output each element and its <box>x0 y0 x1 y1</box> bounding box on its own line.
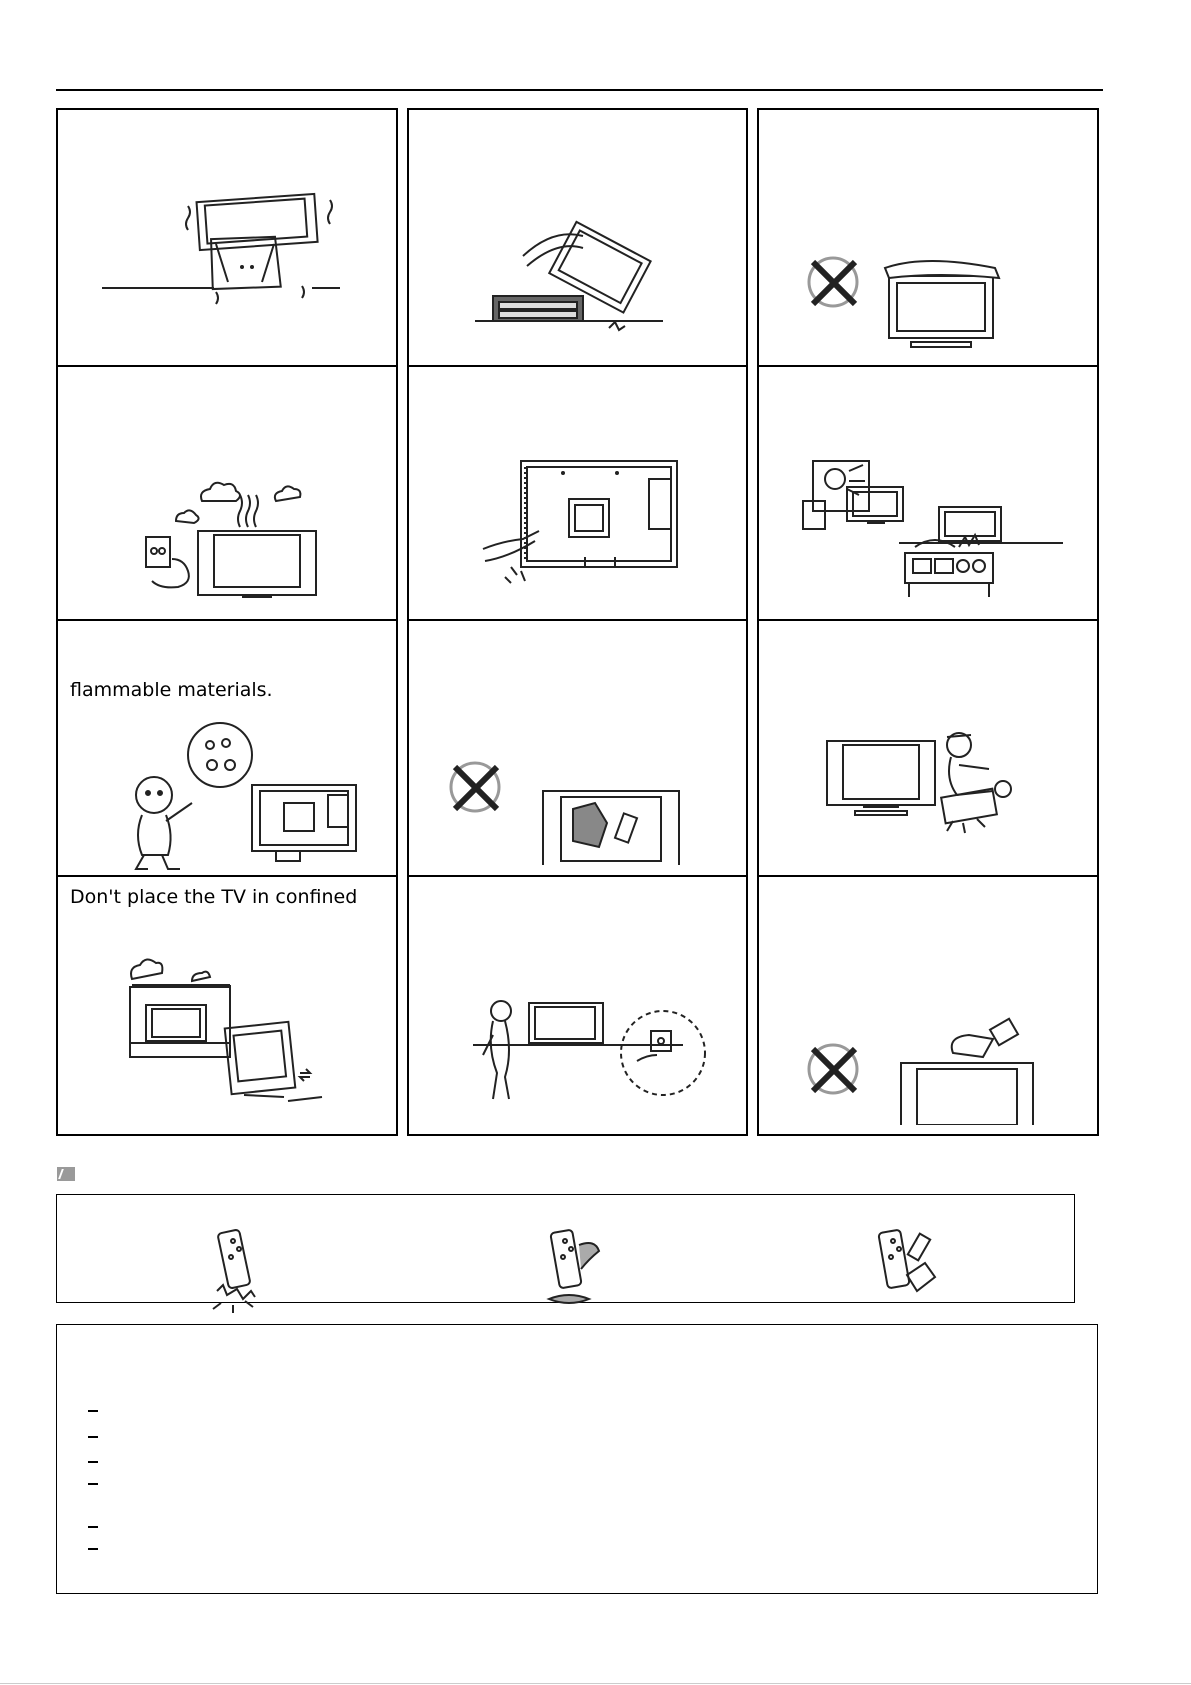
warning-cell-no-chemicals <box>407 619 748 877</box>
warning-cell-power-outlet <box>407 875 748 1136</box>
tv-chemical-cleaner-prohibited-icon <box>413 625 743 865</box>
warning-cell-confined <box>56 875 398 1136</box>
remote-battery-icon <box>875 1225 945 1315</box>
tv-confined-space-icon <box>62 947 392 1117</box>
tv-heat-sources-icon <box>763 371 1093 611</box>
warning-cell-do-not-open-back <box>407 365 748 621</box>
list-bullet <box>88 1483 98 1485</box>
list-bullet <box>88 1526 98 1528</box>
list-bullet <box>88 1461 98 1463</box>
warning-cell-unstable-surface <box>56 108 398 367</box>
remote-drop-icon <box>203 1227 273 1317</box>
warning-cell-do-not-cover <box>757 108 1099 367</box>
tv-covered-prohibited-icon <box>763 116 1093 356</box>
header-rule <box>56 89 1103 91</box>
warning-cell-no-objects <box>757 875 1099 1136</box>
note-icon <box>57 1167 75 1181</box>
remote-water-icon <box>541 1227 611 1317</box>
warning-text-flammable: flammable materials. <box>70 679 273 701</box>
tv-on-shaky-stand-icon <box>62 116 392 356</box>
warning-cell-tv-falling <box>407 108 748 367</box>
warning-cell-flammable <box>56 619 398 877</box>
list-bullet <box>88 1436 98 1438</box>
remote-care-section <box>56 1194 1075 1303</box>
bottom-info-section <box>56 1324 1098 1594</box>
warning-cell-avoid-heat <box>757 365 1099 621</box>
tv-power-outlet-icon <box>413 885 743 1125</box>
tv-back-screwdriver-icon <box>413 371 743 611</box>
warning-cell-service <box>757 619 1099 877</box>
list-bullet <box>88 1548 98 1550</box>
warning-cell-unplug-smoke <box>56 365 398 621</box>
tv-smoke-unplug-icon <box>62 371 392 611</box>
list-bullet <box>88 1410 98 1412</box>
tv-technician-icon <box>763 625 1093 865</box>
warning-text-confined: Don't place the TV in confined <box>70 886 358 908</box>
tv-objects-prohibited-icon <box>763 885 1093 1125</box>
tv-falling-icon <box>413 116 743 356</box>
footer-line <box>0 1683 1191 1684</box>
child-tv-back-icon <box>62 721 392 871</box>
